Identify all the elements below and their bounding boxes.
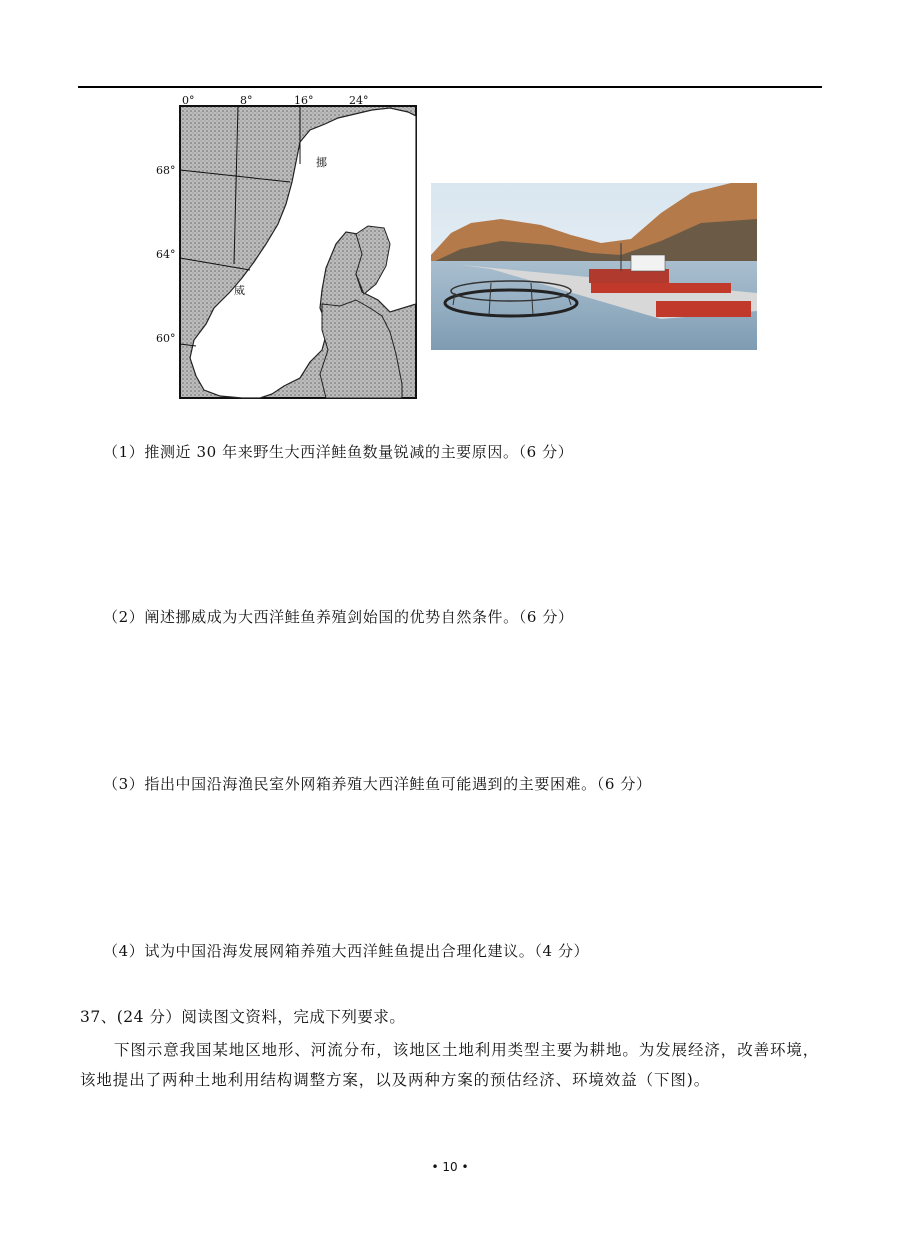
section-37-paragraph-text: 下图示意我国某地区地形、河流分布，该地区土地利用类型主要为耕地。为发展经济，改善环境，该地提出了两种土地利用结构调整方案，以及两种方案的预估经济、环境效益（下图)。 — [80, 1041, 820, 1089]
lon-label-16: 16° — [294, 94, 314, 107]
map-label-wei: 威 — [234, 284, 245, 297]
scandinavia-map — [150, 94, 422, 400]
question-2: （2）阐述挪威成为大西洋鲑鱼养殖剑始国的优势自然条件。（6 分） — [103, 608, 574, 626]
section-37-title: 37、(24 分）阅读图文资料，完成下列要求。 — [80, 1008, 406, 1026]
lat-label-60: 60° — [156, 332, 176, 345]
lat-label-64: 64° — [156, 248, 176, 261]
lon-label-24: 24° — [349, 94, 369, 107]
lon-label-0: 0° — [182, 94, 195, 107]
lat-label-68: 68° — [156, 164, 176, 177]
question-4: （4）试为中国沿海发展网箱养殖大西洋鲑鱼提出合理化建议。（4 分） — [103, 942, 590, 960]
salmon-farm-photo — [431, 183, 757, 350]
page-number: • 10 • — [431, 1160, 469, 1174]
section-37-paragraph — [80, 1035, 824, 1095]
question-3: （3）指出中国沿海渔民室外网箱养殖大西洋鲑鱼可能遇到的主要困难。（6 分） — [103, 775, 652, 793]
question-1: （1）推测近 30 年来野生大西洋鲑鱼数量锐减的主要原因。（6 分） — [103, 443, 574, 461]
map-label-nuo: 挪 — [316, 156, 327, 169]
lon-label-8: 8° — [240, 94, 253, 107]
header-rule — [78, 86, 822, 88]
